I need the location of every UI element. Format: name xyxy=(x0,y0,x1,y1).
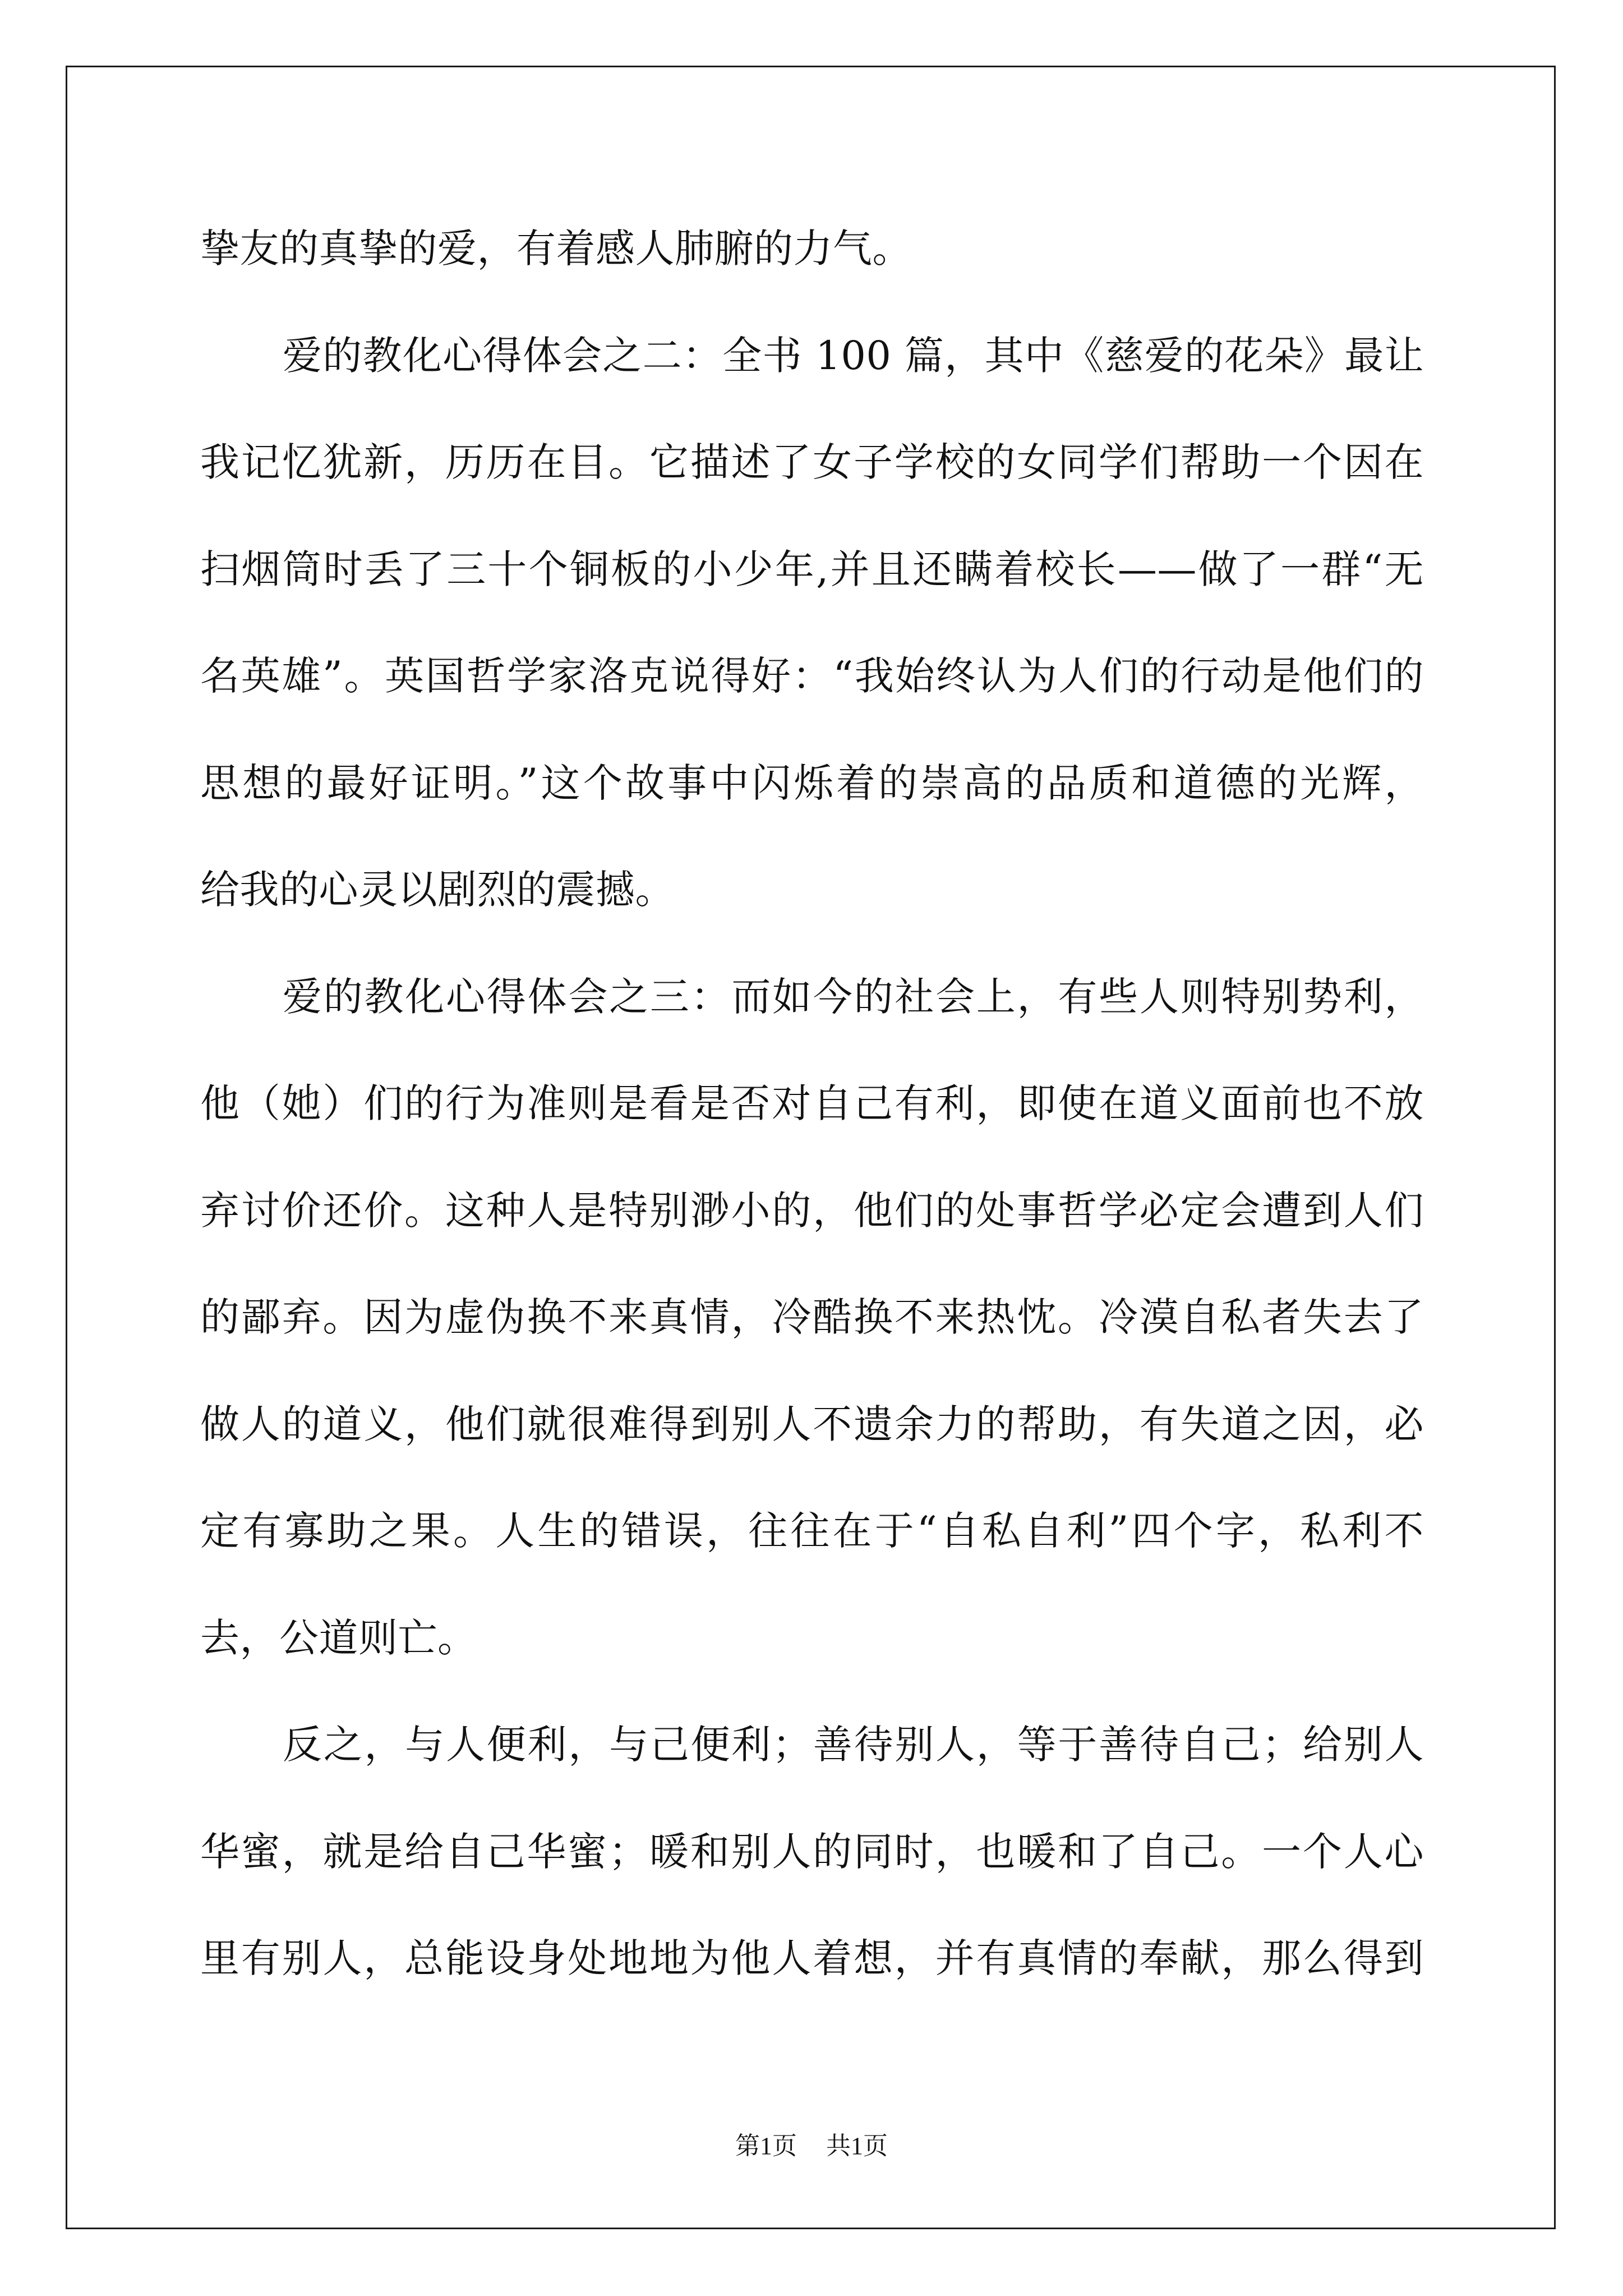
text-line: 名英雄”。英国哲学家洛克说得好：“我始终认为人们的行动是他们的 xyxy=(200,653,1424,699)
page-footer xyxy=(0,2129,1623,2163)
text-line: 定有寡助之果。人生的错误，往往在于“自私自利”四个字，私利不 xyxy=(200,1508,1424,1554)
text-line: 反之，与人便利，与己便利；善待别人，等于善待自己；给别人 xyxy=(283,1722,1424,1768)
text-line: 给我的心灵以剧烈的震撼。 xyxy=(200,867,675,913)
text-line: 思想的最好证明。”这个故事中闪烁着的崇高的品质和道德的光辉， xyxy=(200,760,1424,806)
text-line: 的鄙弃。因为虚伪换不来真情，冷酷换不来热忱。冷漠自私者失去了 xyxy=(200,1294,1424,1340)
page-total: 共1页 xyxy=(826,2132,888,2160)
text-line: 扫烟筒时丢了三十个铜板的小少年,并且还瞒着校长——做了一群“无 xyxy=(200,546,1424,592)
paragraph xyxy=(200,302,1424,944)
paragraph xyxy=(200,944,1424,1692)
text-line: 做人的道义，他们就很难得到别人不遗余力的帮助，有失道之因，必 xyxy=(200,1401,1424,1447)
text-line: 挚友的真挚的爱，有着感人肺腑的力气。 xyxy=(200,226,912,272)
text-line: 爱的教化心得体会之二：全书 100 篇，其中《慈爱的花朵》最让 xyxy=(283,332,1424,379)
text-line: 弃讨价还价。这种人是特别渺小的，他们的处事哲学必定会遭到人们 xyxy=(200,1187,1424,1234)
paragraph xyxy=(200,195,1424,302)
paragraph xyxy=(200,1691,1424,2012)
text-line: 去，公道则亡。 xyxy=(200,1614,477,1661)
document-body xyxy=(200,195,1424,2012)
text-line: 华蜜，就是给自己华蜜；暖和别人的同时，也暖和了自己。一个人心 xyxy=(200,1828,1424,1875)
text-line: 他（她）们的行为准则是看是否对自己有利，即使在道义面前也不放 xyxy=(200,1080,1424,1126)
text-line: 爱的教化心得体会之三：而如今的社会上，有些人则特别势利， xyxy=(283,973,1424,1020)
page-number: 第1页 xyxy=(735,2132,797,2160)
text-line: 我记忆犹新，历历在目。它描述了女子学校的女同学们帮助一个因在 xyxy=(200,439,1424,485)
text-line: 里有别人，总能设身处地地为他人着想，并有真情的奉献，那么得到 xyxy=(200,1935,1424,1981)
